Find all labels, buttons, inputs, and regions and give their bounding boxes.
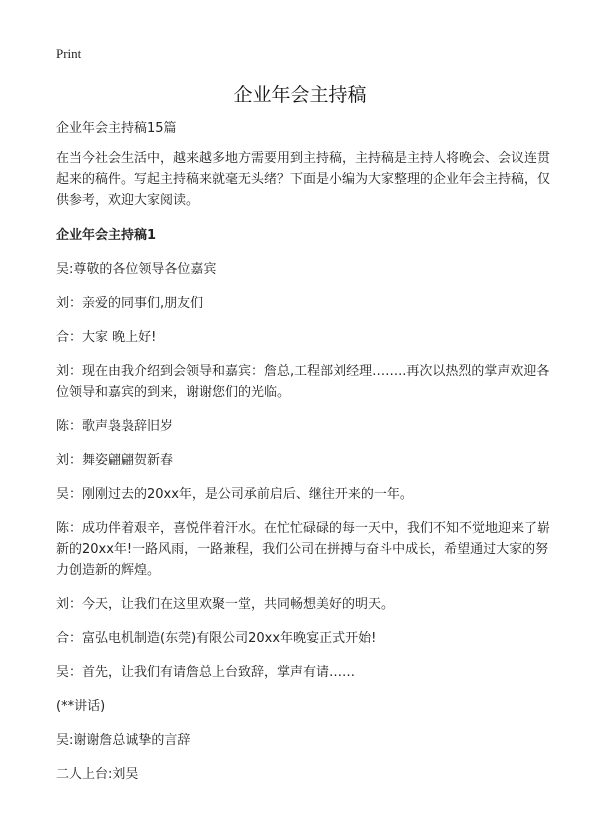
script-line: 陈：歌声袅袅辞旧岁	[56, 419, 174, 434]
script-line: 刘：舞姿翩翩贺新春	[56, 453, 174, 468]
script-line: 陈：成功伴着艰辛，喜悦伴着汗水。在忙忙碌碌的每一天中，我们不知不觉地迎来了崭新的20xx年!一路风雨，一路兼程，我们公司在拼搏与奋斗中成长，希望通过大家的努力创造新的辉煌。	[56, 521, 551, 578]
intro-paragraph: 在当今社会生活中，越来越多地方需要用到主持稿，主持稿是主持人将晚会、会议连贯起来的稿件。写起主持稿来就毫无头绪？下面是小编为大家整理的企业年会主持稿，仅供参考，欢迎大家阅读。	[56, 151, 551, 208]
script-line: 吴：首先，让我们有请詹总上台致辞，掌声有请……	[56, 665, 356, 680]
section-heading: 企业年会主持稿1	[56, 228, 157, 243]
script-line: 吴:尊敬的各位领导各位嘉宾	[56, 262, 217, 277]
script-line: 合：大家 晚上好!	[56, 330, 157, 345]
script-line: 合：富弘电机制造(东莞)有限公司20xx年晚宴正式开始!	[56, 631, 377, 646]
page-title: 企业年会主持稿	[233, 84, 367, 106]
article-body	[56, 118, 552, 798]
script-line: 二人上台:刘吴	[56, 767, 139, 782]
article-subtitle: 企业年会主持稿15篇	[56, 121, 177, 136]
print-link[interactable]: Print	[56, 46, 82, 61]
script-line: 刘：亲爱的同事们,朋友们	[56, 296, 204, 311]
script-line: 刘：现在由我介绍到会领导和嘉宾：詹总,工程部刘经理……..再次以热烈的掌声欢迎各位领导和嘉宾的到来，谢谢您们的光临。	[56, 364, 550, 400]
script-line: 吴:谢谢詹总诚挚的言辞	[56, 733, 191, 748]
script-line: 刘：今天，让我们在这里欢聚一堂，共同畅想美好的明天。	[56, 597, 395, 612]
script-line: (**讲话)	[56, 699, 106, 714]
script-line: 吴：刚刚过去的20xx年，是公司承前启后、继往开来的一年。	[56, 487, 413, 502]
